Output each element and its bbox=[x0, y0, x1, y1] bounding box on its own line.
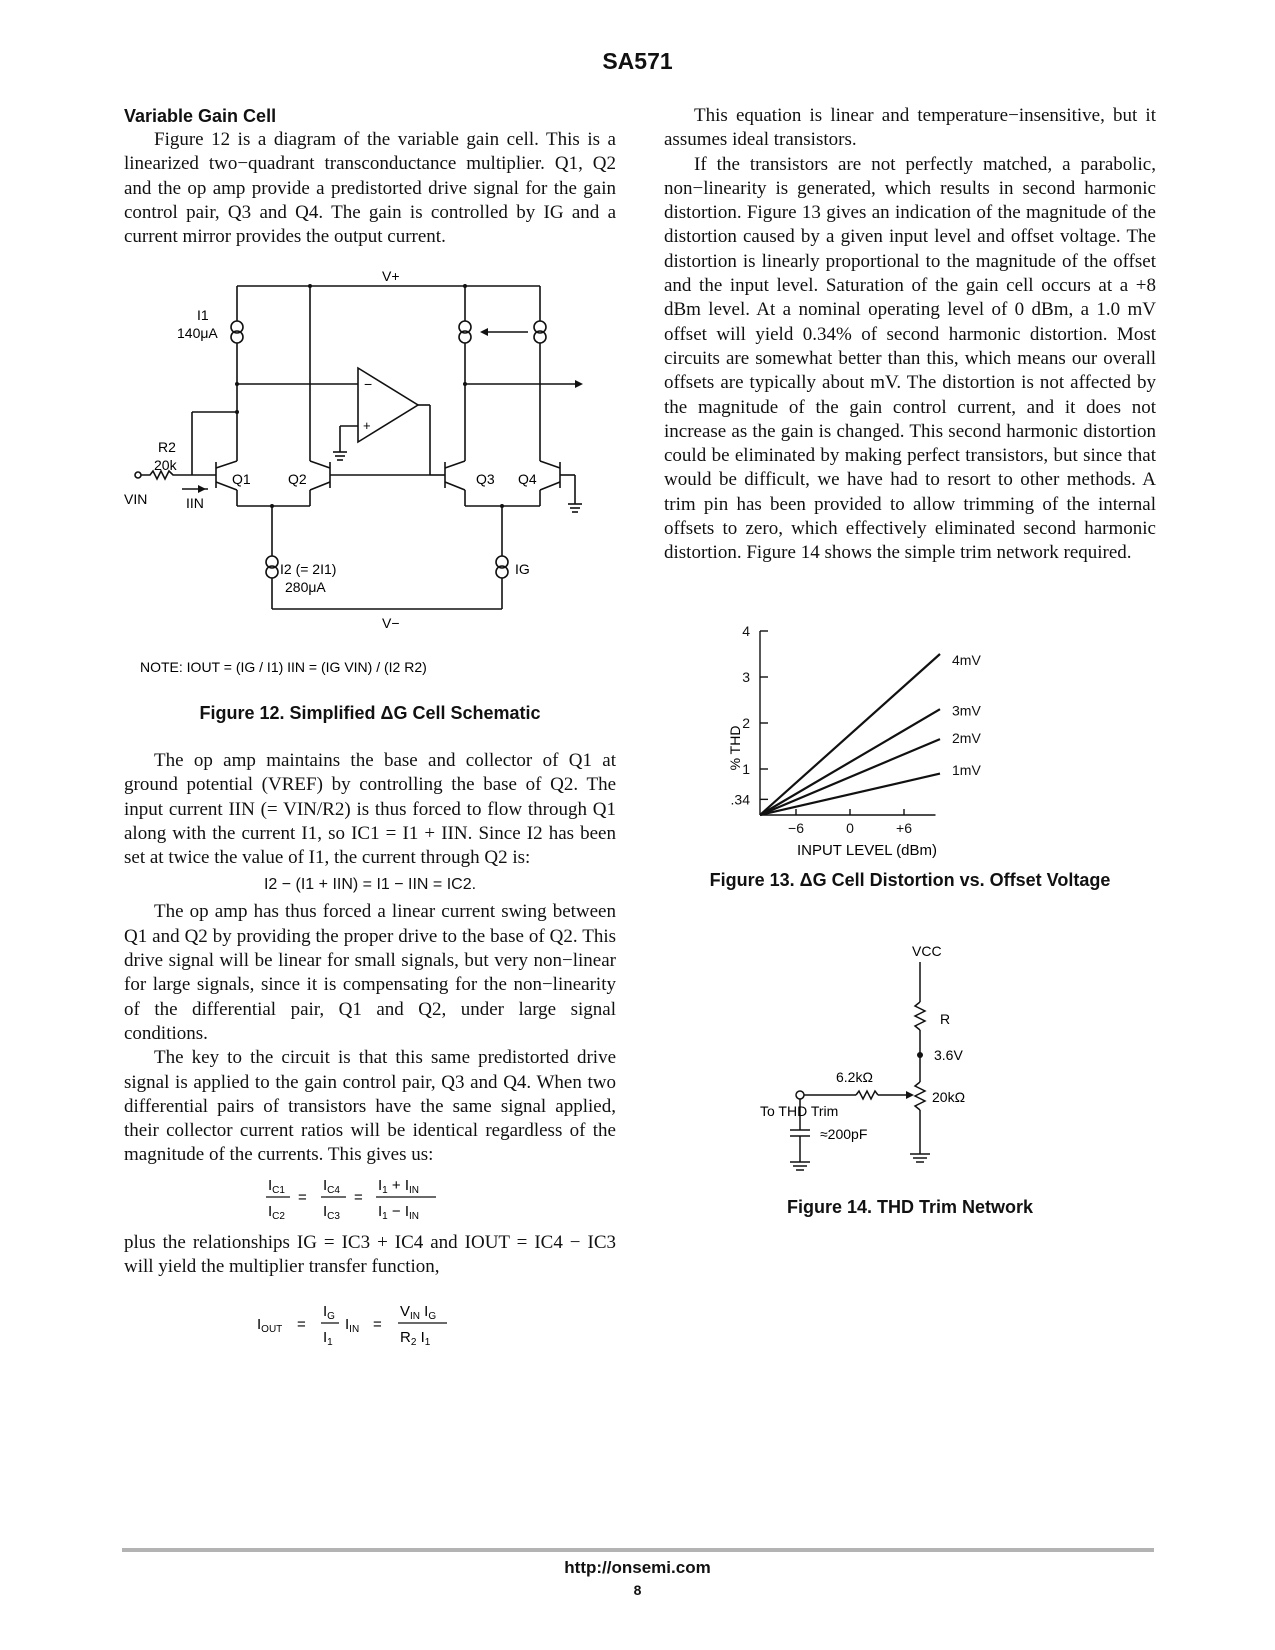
figure-12-schematic bbox=[120, 266, 620, 706]
svg-text:I1 − IIN: $I_1 - I_{IN}$ bbox=[378, 1203, 419, 1222]
paragraph: Figure 12 is a diagram of the variable gain cell. This is a linearized two−quadrant transconductance multiplier. Q1, Q2 and the op amp provide a predistorted drive signal for the gain control pair, Q3 and Q4. The gain is controlled by IG and a current mirror provides the output current. bbox=[124, 129, 616, 248]
chart-series-4mV bbox=[760, 654, 940, 815]
svg-text:IIN: $I_{IN}$ bbox=[345, 1316, 360, 1335]
chart-y-tick-label: 2 bbox=[742, 715, 750, 731]
label-cap: ≈200pF bbox=[820, 1126, 868, 1142]
svg-text:I1: $I_1$ bbox=[323, 1329, 333, 1348]
paragraph: The op amp has thus forced a linear current swing between Q1 and Q2 by providing the proper drive to the base of Q2. This drive signal will be linear for small signals, but very non−linear for large signals, since it is compensating for the non−linearity of the differential pair, Q1 and Q2, under large signal conditions. bbox=[124, 901, 616, 1044]
chart-series-label: 2mV bbox=[952, 730, 981, 747]
label-to-thd-trim: To THD Trim bbox=[760, 1103, 839, 1119]
paragraph: plus the relationships IG = IC3 + IC4 and IOUT = IC4 − IC3 will yield the multiplier transfer function, bbox=[124, 1232, 616, 1278]
figure-14-schematic bbox=[760, 940, 1030, 1180]
label-opamp-plus: + bbox=[363, 418, 371, 433]
left-column-bottom bbox=[124, 1231, 616, 1280]
chart-x-tick-label: 0 bbox=[846, 820, 854, 836]
footer-divider bbox=[122, 1548, 1154, 1552]
svg-text:R2 I1: $R_2$ $I_1$ bbox=[400, 1329, 431, 1348]
label-i1: I1 bbox=[197, 307, 209, 323]
label-q1: Q1 bbox=[232, 471, 251, 487]
chart-x-tick-label: +6 bbox=[896, 820, 912, 836]
label-i2-value: 280μA bbox=[285, 579, 326, 595]
equation-ic2: I2 − (I1 + IIN) = I1 − IIN = IC2. bbox=[263, 876, 477, 894]
label-r2: R2 bbox=[158, 439, 176, 455]
chart-y-tick-label: 3 bbox=[742, 669, 750, 685]
chart-series-label: 1mV bbox=[952, 761, 981, 778]
svg-text:IC2: $I_{C2}$ bbox=[268, 1203, 285, 1222]
label-vin: VIN bbox=[124, 491, 148, 507]
label-vplus: V+ bbox=[382, 268, 400, 284]
label-i1-value: 140μA bbox=[177, 325, 218, 341]
label-q2: Q2 bbox=[288, 471, 307, 487]
chart-series-3mV bbox=[760, 709, 940, 815]
label-q4: Q4 bbox=[518, 471, 537, 487]
chart-y-tick-label: 1 bbox=[742, 761, 750, 777]
paragraph: If the transistors are not perfectly matched, a parabolic, non−linearity is generated, which results in second harmonic distortion. Figure 13 gives an indication of the magnitude of the distortion caused by a given input level and offset voltage. The distortion is linearly proportional to the magnitude of the offset and the input level. Saturation of the gain cell occurs at a +8 dBm level. At a nominal operating level of 0 dBm, a 1.0 mV offset will yield 0.34% of second harmonic distortion. Most circuits are somewhat better than this, which means our overall offsets are typically about mV. The distortion is not affected by the magnitude of the gain control current, and it does not increase as the gain is changed. This second harmonic distortion could be eliminated by making perfect transistors, but since that would be difficult, we have had to resort to other methods. A trim pin has been provided to allow trimming of the internal offsets to zero, which effectively eliminated second harmonic distortion. Figure 14 shows the simple trim network required. bbox=[664, 153, 1156, 564]
label-q3: Q3 bbox=[476, 471, 495, 487]
figure-13-chart bbox=[720, 625, 1080, 865]
svg-text:IG: $I_G$ bbox=[323, 1303, 335, 1322]
label-6-2k: 6.2kΩ bbox=[836, 1069, 873, 1085]
label-opamp-minus: − bbox=[364, 376, 373, 392]
svg-text:=: = bbox=[373, 1316, 382, 1333]
chart-y-tick-label: .34 bbox=[730, 791, 750, 808]
chart-series-2mV bbox=[760, 739, 940, 815]
svg-text:=: = bbox=[298, 1189, 307, 1206]
svg-text:IC3: $I_{C3}$ bbox=[323, 1203, 340, 1222]
figure-14-caption: Figure 14. THD Trim Network bbox=[786, 1197, 1034, 1217]
page-number: 8 bbox=[633, 1582, 642, 1598]
page-title: SA571 bbox=[602, 48, 673, 74]
left-column bbox=[124, 104, 616, 249]
paragraph: The key to the circuit is that this same predistorted drive signal is applied to the gain control pair, Q3 and Q4. When two differential pairs of transistors have the same signal applied, their collector current ratios will be identical regardless of the magnitude of the currents. This gives us: bbox=[124, 1047, 616, 1166]
right-column bbox=[664, 104, 1156, 566]
chart-x-tick-label: −6 bbox=[788, 820, 804, 836]
label-r2-value: 20k bbox=[154, 457, 177, 473]
label-3-6v: 3.6V bbox=[934, 1047, 963, 1063]
chart-ylabel: % THD bbox=[727, 725, 743, 771]
equation-transfer-function bbox=[255, 1296, 475, 1356]
label-vminus: V− bbox=[382, 615, 400, 631]
footer-url[interactable]: http://onsemi.com bbox=[564, 1558, 711, 1577]
figure-12-caption: Figure 12. Simplified ΔG Cell Schematic bbox=[199, 703, 541, 723]
label-r: R bbox=[940, 1011, 951, 1027]
svg-text:=: = bbox=[297, 1316, 306, 1333]
paragraph: This equation is linear and temperature−insensitive, but it assumes ideal transistors. bbox=[664, 105, 1156, 151]
chart-series-label: 4mV bbox=[952, 651, 981, 668]
left-column-lower bbox=[124, 749, 616, 1168]
chart-series-label: 3mV bbox=[952, 702, 981, 719]
paragraph: The op amp maintains the base and collector of Q1 at ground potential (VREF) by controlling the base of Q2. The input current IIN (= VIN/R2) is thus forced to flow through Q1 along with the current I1, so IC1 = I1 + IIN. Since I2 has been set at twice the value of I1, the current through Q2 is: bbox=[124, 750, 616, 869]
chart-xlabel: INPUT LEVEL (dBm) bbox=[796, 842, 938, 859]
chart-y-tick-label: 4 bbox=[742, 623, 750, 639]
figure-13-caption: Figure 13. ΔG Cell Distortion vs. Offset Voltage bbox=[709, 870, 1111, 890]
svg-text:IC4: $I_{C4}$ bbox=[323, 1177, 340, 1196]
label-20k: 20kΩ bbox=[932, 1089, 966, 1105]
svg-text:IOUT: $I_{OUT}$ bbox=[257, 1316, 283, 1335]
equation-current-ratio bbox=[260, 1170, 460, 1230]
label-iin: IIN bbox=[186, 495, 204, 511]
svg-text:IC1: $I_{C1}$ bbox=[268, 1177, 285, 1196]
label-vcc: VCC bbox=[912, 943, 942, 959]
svg-text:=: = bbox=[354, 1189, 363, 1206]
label-ig: IG bbox=[515, 561, 530, 577]
label-i2: I2 (= 2I1) bbox=[280, 561, 337, 577]
figure-12-note: NOTE: IOUT = (IG / I1) IIN = (IG VIN) / (I2 R2) bbox=[140, 659, 427, 675]
svg-text:VIN IG: $V_{IN}$ $I_G$ bbox=[400, 1303, 437, 1322]
svg-text:I1 + IIN: $I_1 + I_{IN}$ bbox=[378, 1177, 419, 1196]
section-heading: Variable Gain Cell bbox=[124, 106, 277, 126]
chart-series-1mV bbox=[760, 774, 940, 815]
